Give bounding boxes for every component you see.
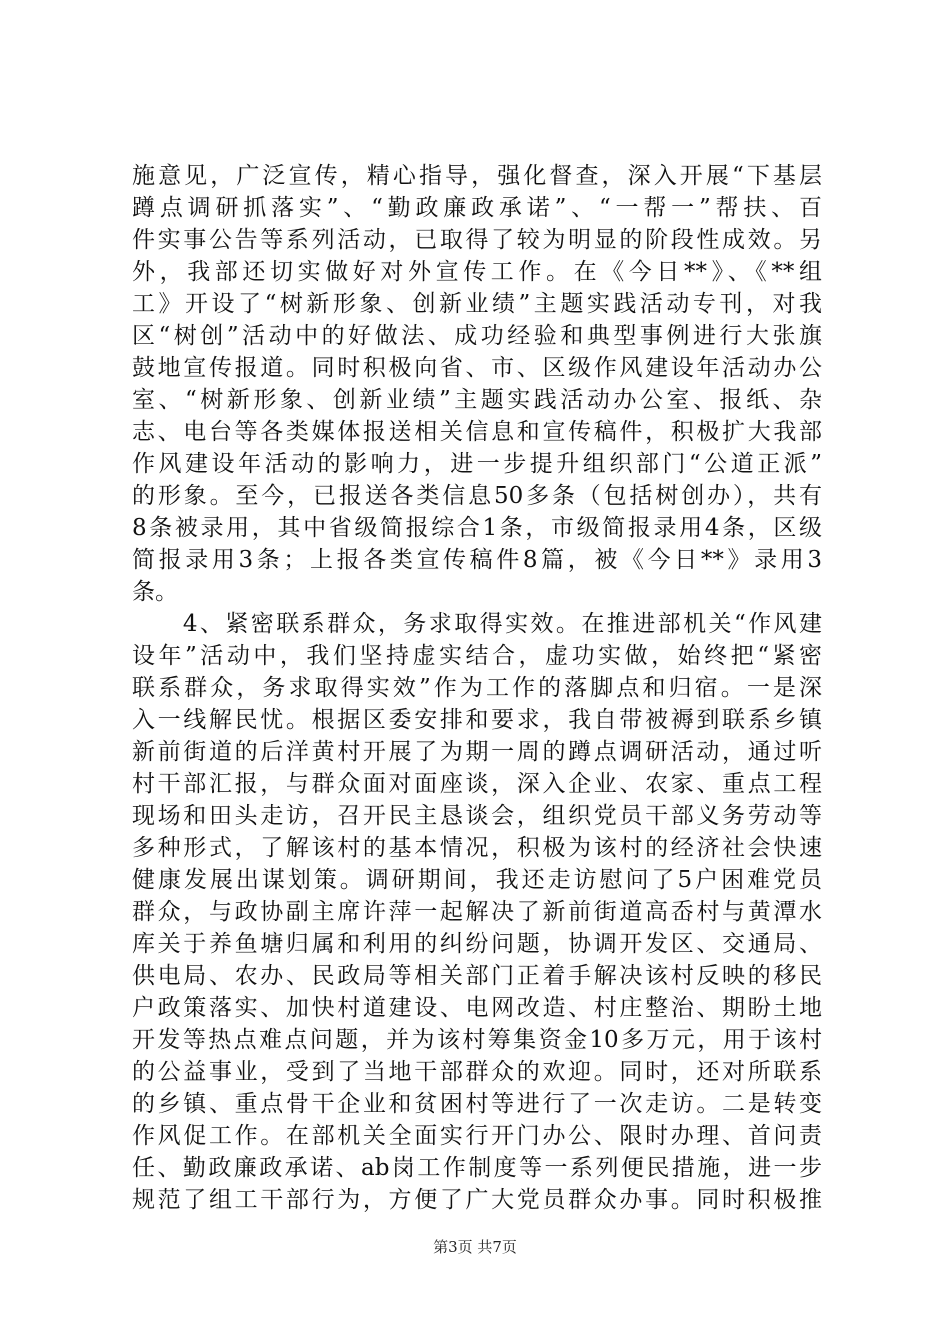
text-line: 现场和田头走访，召开民主恳谈会，组织党员干部义务劳动等 xyxy=(132,803,822,829)
text-line: 作风建设年活动的影响力，进一步提升组织部门“公道正派” xyxy=(132,451,822,477)
text-line: 蹲点调研抓落实”、“勤政廉政承诺”、“一帮一”帮扶、百 xyxy=(132,195,822,221)
text-line: 外，我部还切实做好对外宣传工作。在《今日**》、《**组 xyxy=(132,259,822,285)
text-line: 志、电台等各类媒体报送相关信息和宣传稿件，积极扩大我部 xyxy=(132,419,822,445)
text-line: 室、“树新形象、创新业绩”主题实践活动办公室、报纸、杂 xyxy=(132,387,822,413)
text-line: 区“树创”活动中的好做法、成功经验和典型事例进行大张旗 xyxy=(132,323,822,349)
text-line: 施意见，广泛宣传，精心指导，强化督查，深入开展“下基层 xyxy=(132,163,822,189)
text-line: 简报录用3条；上报各类宣传稿件8篇，被《今日**》录用3 xyxy=(132,547,822,573)
text-line: 新前街道的后洋黄村开展了为期一周的蹲点调研活动，通过听 xyxy=(132,739,822,765)
text-line: 联系群众，务求取得实效”作为工作的落脚点和归宿。一是深 xyxy=(132,675,822,701)
text-line: 作风促工作。在部机关全面实行开门办公、限时办理、首问责 xyxy=(132,1123,822,1149)
text-line: 工》开设了“树新形象、创新业绩”主题实践活动专刊，对我 xyxy=(132,291,822,317)
text-line: 库关于养鱼塘归属和利用的纠纷问题，协调开发区、交通局、 xyxy=(132,931,822,957)
text-line: 的乡镇、重点骨干企业和贫困村等进行了一次走访。二是转变 xyxy=(132,1091,822,1117)
body-text xyxy=(132,160,822,1216)
text-line: 多种形式，了解该村的基本情况，积极为该村的经济社会快速 xyxy=(132,835,822,861)
text-line: 4、紧密联系群众，务求取得实效。在推进部机关“作风建 xyxy=(132,611,822,637)
text-line: 供电局、农办、民政局等相关部门正着手解决该村反映的移民 xyxy=(132,963,822,989)
text-line: 群众，与政协副主席许萍一起解决了新前街道高岙村与黄潭水 xyxy=(132,899,822,925)
text-line: 件实事公告等系列活动，已取得了较为明显的阶段性成效。另 xyxy=(132,227,822,253)
text-line: 任、勤政廉政承诺、ab岗工作制度等一系列便民措施，进一步 xyxy=(132,1155,822,1181)
text-line: 健康发展出谋划策。调研期间，我还走访慰问了5户困难党员 xyxy=(132,867,822,893)
text-line: 鼓地宣传报道。同时积极向省、市、区级作风建设年活动办公 xyxy=(132,355,822,381)
text-line: 条。 xyxy=(132,579,178,605)
text-line: 入一线解民忧。根据区委安排和要求，我自带被褥到联系乡镇 xyxy=(132,707,822,733)
text-line: 规范了组工干部行为，方便了广大党员群众办事。同时积极推 xyxy=(132,1187,822,1213)
text-line: 的公益事业，受到了当地干部群众的欢迎。同时，还对所联系 xyxy=(132,1059,822,1085)
text-line: 8条被录用，其中省级简报综合1条，市级简报录用4条，区级 xyxy=(132,515,822,541)
text-line: 户政策落实、加快村道建设、电网改造、村庄整治、期盼土地 xyxy=(132,995,822,1021)
text-line: 开发等热点难点问题，并为该村筹集资金10多万元，用于该村 xyxy=(132,1027,822,1053)
text-line: 村干部汇报，与群众面对面座谈，深入企业、农家、重点工程 xyxy=(132,771,822,797)
text-line: 的形象。至今，已报送各类信息50多条（包括树创办），共有 xyxy=(132,483,822,509)
text-line: 设年”活动中，我们坚持虚实结合，虚功实做，始终把“紧密 xyxy=(132,643,822,669)
page-number-footer: 第3页 共7页 xyxy=(433,1238,517,1256)
